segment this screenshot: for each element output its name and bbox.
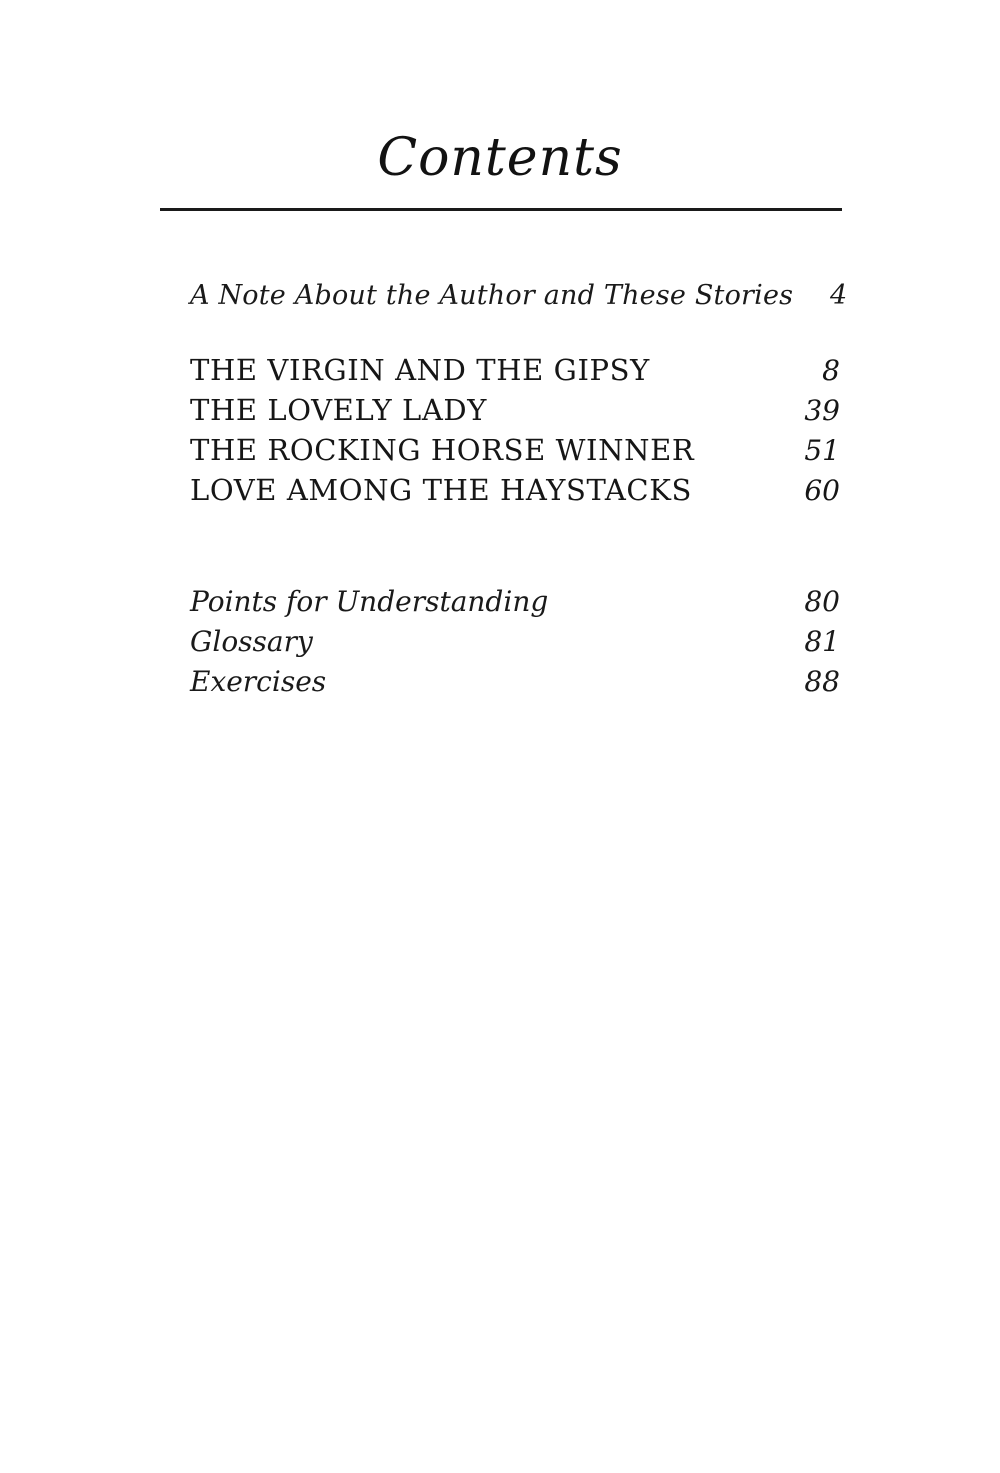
toc-entry[interactable] — [190, 473, 840, 516]
page-title-block — [160, 130, 840, 187]
title-divider — [160, 208, 842, 211]
toc-entry-page: 51 — [804, 434, 840, 467]
page-title: Contents — [377, 128, 623, 188]
toc-entry-label: A Note About the Author and These Stories — [190, 280, 794, 311]
toc-entry-label: Points for Understanding — [190, 585, 549, 618]
table-of-contents — [190, 280, 848, 708]
toc-group-front-matter — [190, 280, 848, 328]
toc-entry-page: 8 — [822, 354, 840, 387]
toc-entry[interactable] — [190, 665, 840, 708]
toc-entry[interactable] — [190, 625, 840, 668]
toc-entry[interactable] — [190, 280, 848, 328]
toc-group-back-matter — [190, 585, 840, 708]
toc-entry[interactable] — [190, 353, 840, 396]
toc-entry-label: LOVE AMONG THE HAYSTACKS — [190, 473, 692, 507]
toc-entry-page: 88 — [804, 665, 840, 698]
toc-entry-page: 4 — [830, 280, 848, 311]
toc-entry-page: 60 — [804, 474, 840, 507]
toc-entry-label: THE VIRGIN AND THE GIPSY — [190, 353, 650, 387]
toc-entry-page: 80 — [804, 585, 840, 618]
toc-entry-label: Exercises — [190, 665, 327, 698]
toc-group-stories — [190, 353, 840, 516]
toc-entry-label: THE ROCKING HORSE WINNER — [190, 433, 695, 467]
toc-entry[interactable] — [190, 585, 840, 628]
toc-entry-page: 81 — [804, 625, 840, 658]
toc-entry-page: 39 — [804, 394, 840, 427]
toc-entry-label: Glossary — [190, 625, 313, 658]
toc-entry[interactable] — [190, 393, 840, 436]
toc-entry[interactable] — [190, 433, 840, 476]
toc-entry-label: THE LOVELY LADY — [190, 393, 488, 427]
